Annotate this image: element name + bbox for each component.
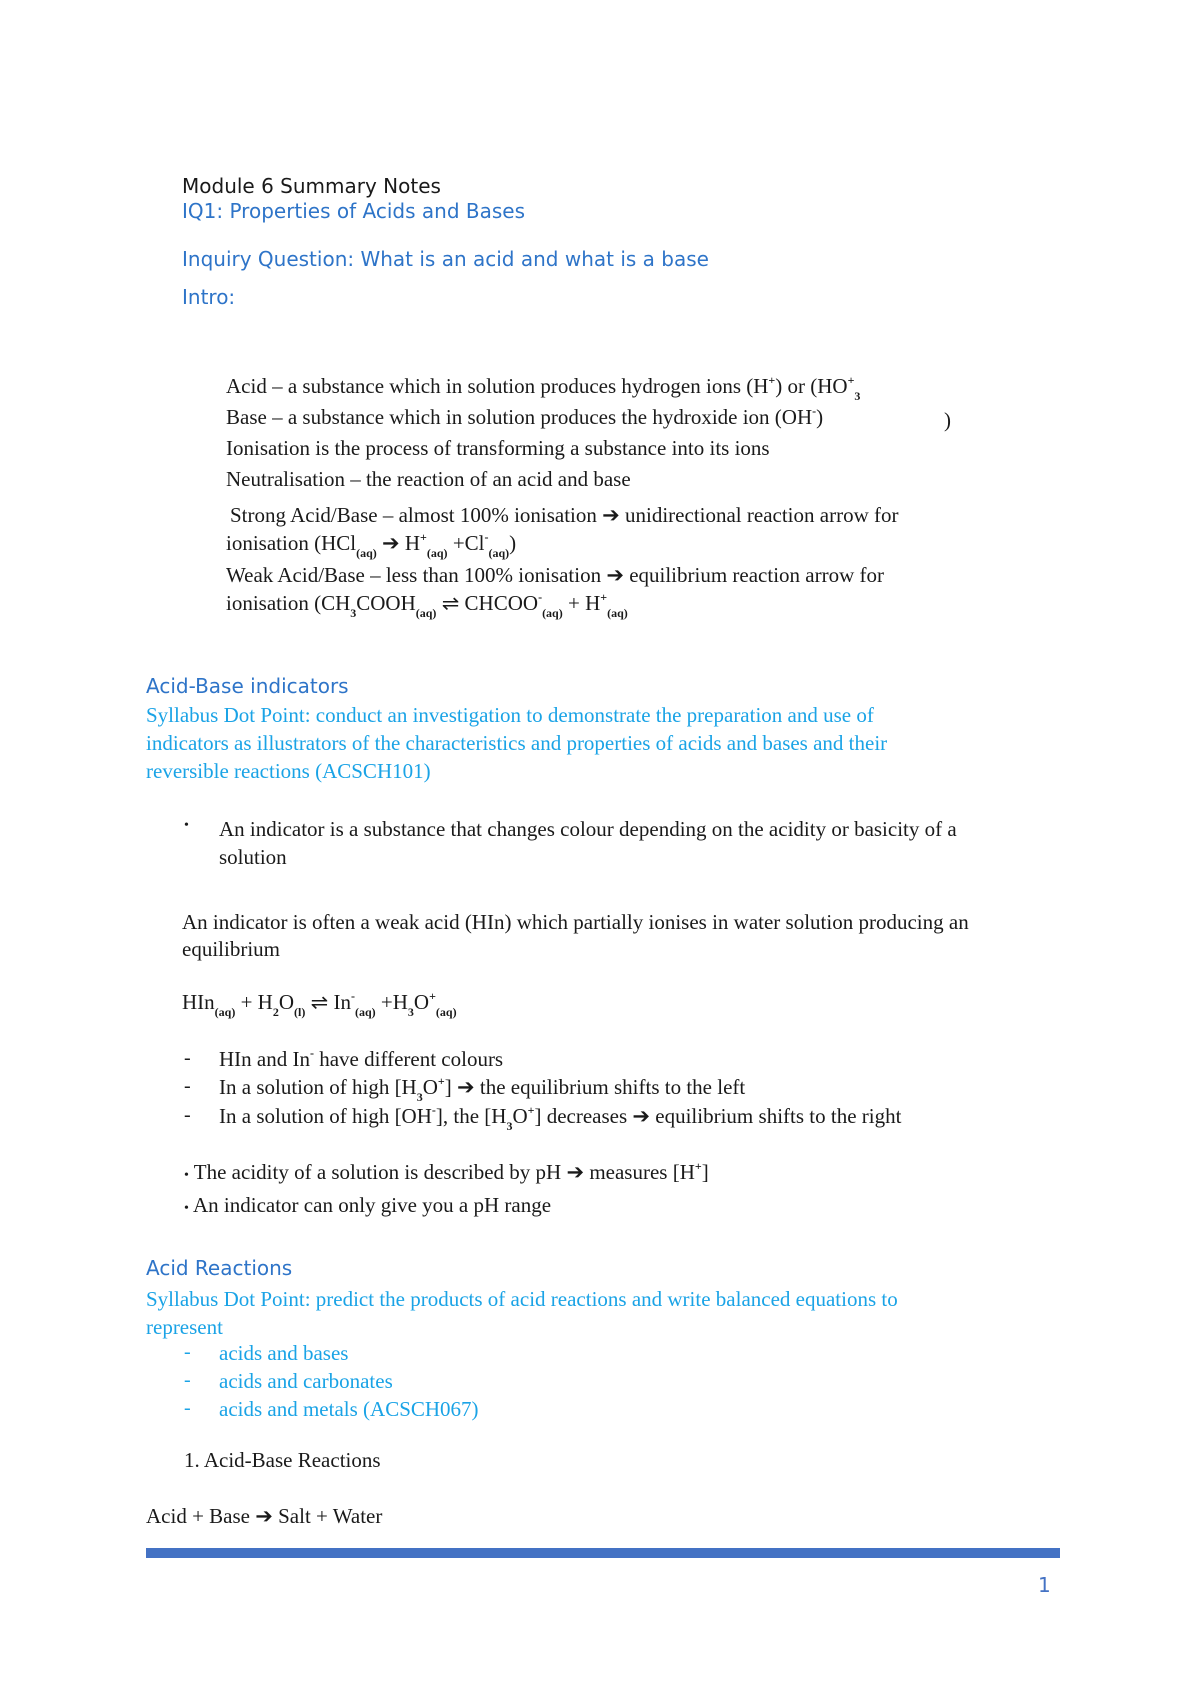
ph-range-note: • An indicator can only give you a pH range [184,1193,552,1217]
right-arrow-icon: ➔ [566,1160,585,1184]
dash-marker: - [184,1047,191,1069]
weak-acid-line: Weak Acid/Base – less than 100% ionisation ➔ equilibrium reaction arrow for [226,563,885,587]
high-h3o-note: In a solution of high $[H_3O^+]$ ➔ the equilibrium shifts to the left [219,1074,746,1104]
indicator-definition-line-1: An indicator is a substance that changes colour depending on the acidity or basicity of a [219,817,957,841]
equilibrium-arrow-icon: ⇌ [441,591,460,615]
dash-marker: - [184,1397,191,1419]
strong-acid-line: Strong Acid/Base – almost 100% ionisation ➔ unidirectional reaction arrow for [230,503,899,527]
bullet-icon: • [184,1168,189,1183]
indicator-colour-note: HIn and In- have different colours [219,1046,504,1071]
right-arrow-icon: ➔ [255,1504,273,1528]
ph-note: • The acidity of a solution is described by pH ➔ measures [H+] [184,1159,709,1184]
indicators-syllabus-line-1: Syllabus Dot Point: conduct an investigation to demonstrate the preparation and use of [146,703,874,727]
right-arrow-icon: ➔ [602,503,620,527]
right-arrow-icon: ➔ [382,531,400,555]
page-number: 1 [1038,1573,1051,1597]
ionisation-definition: Ionisation is the process of transforming a substance into its ions [226,436,770,460]
high-oh-note: In a solution of high [OH-], the $[H_3O^+]$ decreases ➔ equilibrium shifts to the right [219,1103,902,1133]
right-arrow-icon: ➔ [606,563,624,587]
dash-marker: - [184,1369,191,1391]
indicators-syllabus-line-3: reversible reactions (ACSCH101) [146,759,431,783]
bullet-icon: • [184,818,189,833]
reaction-type-item: acids and metals (ACSCH067) [219,1397,479,1421]
equilibrium-arrow-icon: ⇌ [310,990,329,1014]
inquiry-question: Inquiry Question: What is an acid and what is a base [182,247,709,271]
acid-base-reactions-subheading: 1. Acid-Base Reactions [184,1448,381,1472]
reaction-type-item: acids and bases [219,1341,349,1365]
indicator-paragraph-line-1: An indicator is often a weak acid (HIn) which partially ionises in water solution producing an [182,910,969,934]
iq-subtitle: IQ1: Properties of Acids and Bases [182,199,525,223]
acid-definition: Acid – a substance which in solution produces hydrogen ions (H+) or ($HO^+_3$ [226,373,861,403]
dash-marker: - [184,1104,191,1126]
right-arrow-icon: ➔ [632,1104,651,1128]
reactions-syllabus-line-1: Syllabus Dot Point: predict the products of acid reactions and write balanced equations to [146,1287,898,1311]
reaction-type-item: acids and carbonates [219,1369,393,1393]
indicators-heading: Acid-Base indicators [146,674,349,698]
bullet-icon: • [184,1201,189,1216]
acid-base-equation: Acid + Base ➔ Salt + Water [146,1504,383,1528]
indicators-syllabus-line-2: indicators as illustrators of the characteristics and properties of acids and bases and their [146,731,888,755]
reactions-syllabus-line-2: represent [146,1315,223,1339]
intro-label: Intro: [182,285,236,309]
right-arrow-icon: ➔ [457,1075,475,1099]
base-definition-close: ) [944,408,951,432]
indicator-equation: $HIn_{(aq)} + H_2O_{(l)}$ ⇌ $In^-_{(aq)} +H_3O^+_{(aq)}$ [182,989,457,1019]
reactions-heading: Acid Reactions [146,1256,293,1280]
neutralisation-definition: Neutralisation – the reaction of an acid and base [226,467,631,491]
base-definition: Base – a substance which in solution produces the hydroxide ion (OH-) [226,404,824,429]
strong-acid-equation: ionisation (HCl$_{(aq)}$ ➔ $H^+_{(aq)} +Cl^-_{(aq)}$) [226,530,517,560]
indicator-definition-line-2: solution [219,845,287,869]
dash-marker: - [184,1075,191,1097]
document-title: Module 6 Summary Notes [182,174,441,198]
weak-acid-equation: ionisation ($CH_3COOH_{(aq)}$ ⇌ $CHCOO^-_{(aq)} + H^+_{(aq)}$ [226,590,628,620]
indicator-paragraph-line-2: equilibrium [182,937,280,961]
footer-rule [146,1548,1060,1558]
dash-marker: - [184,1341,191,1363]
